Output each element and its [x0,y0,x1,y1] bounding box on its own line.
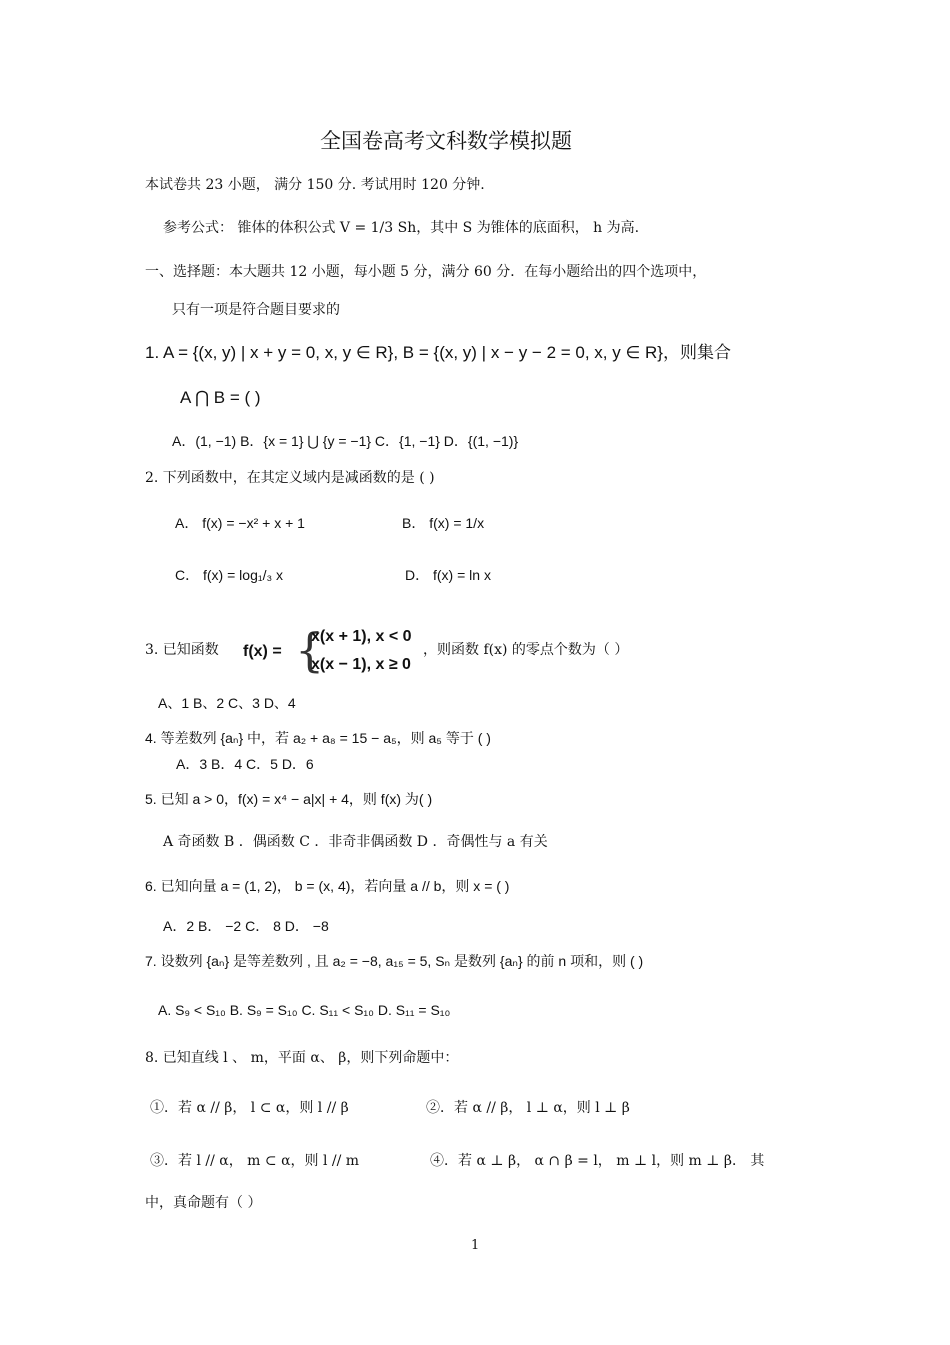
question-2-stem: 2. 下列函数中，在其定义域内是减函数的是 ( ) [145,470,435,486]
question-6-options: A．2 B． −2 C． 8 D． −8 [163,918,329,934]
question-2-option-b: B． f(x) = 1/x [402,515,485,531]
section-heading-continued: 只有一项是符合题目要求的 [172,302,340,318]
question-4-options: A．3 B．4 C．5 D．6 [176,756,314,772]
section-heading: 一、选择题：本大题共 12 小题，每小题 5 分，满分 60 分．在每小题给出的四个选项中， [145,264,707,280]
question-3-stem-suffix: ，则函数 f(x) 的零点个数为（ ） [423,642,629,658]
question-8-tail: 中，真命题有（ ） [145,1195,262,1211]
page-title: 全国卷高考文科数学模拟题 [320,129,572,153]
question-8-proposition-4: ④．若 α ⊥ β， α ∩ β = l， m ⊥ l，则 m ⊥ β． 其 [430,1153,765,1169]
question-3-case-1: x(x + 1), x < 0 [311,628,412,645]
question-3-stem-prefix: 3. 已知函数 [145,642,219,658]
question-3-options: A、1 B、2 C、3 D、4 [158,695,296,711]
brace-icon: { [295,623,325,677]
question-1-options: A．(1, −1) B．{x = 1} ⋃ {y = −1} C．{1, −1} D．{(1, −1)} [172,433,519,449]
question-1-stem-continued: A ⋂ B = ( ) [180,388,261,407]
question-8-proposition-1: ①．若 α // β， l ⊂ α，则 l // β [150,1100,349,1116]
page-number: 1 [471,1238,480,1253]
exam-intro: 本试卷共 23 小题， 满分 150 分. 考试用时 120 分钟. [145,177,485,193]
question-5-stem: 5. 已知 a > 0，f(x) = x⁴ − a|x| + 4，则 f(x) 为( ) [145,791,433,807]
question-2-option-d: D． f(x) = ln x [405,567,491,583]
question-8-stem: 8. 已知直线 l 、 m，平面 α、 β，则下列命题中： [145,1050,459,1066]
question-3-function: f(x) = [243,643,282,660]
question-3-case-2: x(x − 1), x ≥ 0 [311,656,411,673]
question-7-options: A. S₉ < S₁₀ B. S₉ = S₁₀ C. S₁₁ < S₁₀ D. S₁₁ = S₁₀ [158,1002,451,1018]
question-6-stem: 6. 已知向量 a = (1, 2)， b = (x, 4)，若向量 a // b，则 x = ( ) [145,878,510,894]
formula-reference: 参考公式： 锥体的体积公式 V = 1/3 Sh，其中 S 为锥体的底面积， h 为高. [163,220,640,236]
question-7-stem: 7. 设数列 {aₙ} 是等差数列 , 且 a₂ = −8, a₁₅ = 5, Sₙ 是数列 {aₙ} 的前 n 项和，则 ( ) [145,953,644,969]
question-5-options: A 奇函数 B ．偶函数 C ．非奇非偶函数 D ．奇偶性与 a 有关 [163,834,548,850]
question-1-stem: 1. A = {(x, y) | x + y = 0, x, y ∈ R}, B = {(x, y) | x − y − 2 = 0, x, y ∈ R}，则集合 [145,343,731,362]
question-8-proposition-2: ②．若 α // β， l ⊥ α，则 l ⊥ β [426,1100,630,1116]
question-2-option-a: A． f(x) = −x² + x + 1 [175,515,305,531]
question-4-stem: 4. 等差数列 {aₙ} 中，若 a₂ + a₈ = 15 − a₅，则 a₅ 等于 ( ) [145,730,491,746]
question-2-option-c: C． f(x) = log₁/₃ x [175,567,284,583]
question-8-proposition-3: ③．若 l // α， m ⊂ α，则 l // m [150,1153,360,1169]
